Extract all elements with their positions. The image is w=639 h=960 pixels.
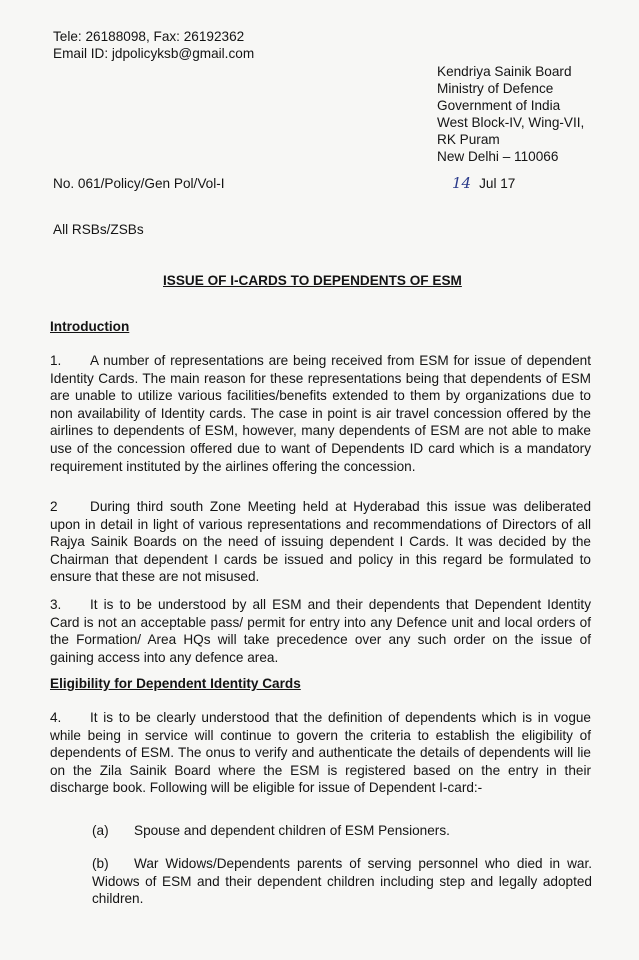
- handwritten-date-day: 14: [452, 174, 472, 192]
- paragraph-4: [50, 709, 591, 797]
- letter-date: [452, 175, 515, 192]
- telephone-fax-line: Tele: 26188098, Fax: 26192362: [53, 29, 245, 44]
- email-line: Email ID: jdpolicyksb@gmail.com: [53, 46, 255, 61]
- paragraph-3: [50, 596, 591, 666]
- paragraph-text: A number of representations are being received from ESM for issue of dependent Identity Cards. The main reason for these representations being that dependents of ESM are unable to utilize various facilities/benefits extended to them by organizations due to non availability of Identity cards. The case in point is air travel concession offered by the airlines to dependents of ESM, however, many dependents of ESM are not able to make use of the concession offered due to want of Dependents ID card which is a mandatory requirement instituted by the airlines offering the concession.: [50, 353, 591, 474]
- address-line: New Delhi – 110066: [437, 149, 559, 164]
- addressee: All RSBs/ZSBs: [53, 222, 144, 237]
- paragraph-number: 1.: [50, 353, 62, 368]
- date-month-year: Jul 17: [479, 176, 516, 191]
- section-heading-eligibility: Eligibility for Dependent Identity Cards: [50, 676, 301, 691]
- paragraph-text: During third south Zone Meeting held at Hyderabad this issue was deliberated upon in detail in light of various representations and recommendations of Directors of all Rajya Sainik Boards on the need of issuing dependent I Cards. It was decided by the Chairman that dependent I cards be issued and policy in this regard be formulated to ensure that these are not misused.: [50, 499, 591, 585]
- paragraph-text: It is to be clearly understood that the definition of dependents which is in vogue while being in service will continue to govern the criteria to establish the eligibility of dependents of ESM. The onus to verify and authenticate the details of dependents will lie on the Zila Sainik Board where the ESM is registered based on the entry in their discharge book. Following will be eligible for issue of Dependent I-card:-: [50, 710, 591, 796]
- paragraph-1: [50, 352, 591, 475]
- address-line: Ministry of Defence: [437, 81, 554, 96]
- item-text: War Widows/Dependents parents of serving personnel who died in war. Widows of ESM and their dependent children including step and legally adopted children.: [92, 856, 592, 907]
- item-label: (b): [92, 856, 109, 871]
- reference-number: No. 061/Policy/Gen Pol/Vol-I: [53, 176, 225, 191]
- paragraph-number: 3.: [50, 597, 62, 612]
- item-label: (a): [92, 823, 109, 838]
- eligibility-item-b: [92, 855, 592, 908]
- paragraph-number: 2: [50, 499, 58, 514]
- address-line: Government of India: [437, 98, 561, 113]
- item-text: Spouse and dependent children of ESM Pensioners.: [134, 823, 450, 838]
- document-title: ISSUE OF I-CARDS TO DEPENDENTS OF ESM: [163, 273, 462, 288]
- paragraph-text: It is to be understood by all ESM and their dependents that Dependent Identity Card is not an acceptable pass/ permit for entry into any Defence unit and local orders of the Formation/ Area HQs will take precedence over any such order on the issue of gaining access into any defence area.: [50, 597, 591, 665]
- paragraph-number: 4.: [50, 710, 62, 725]
- section-heading-introduction: Introduction: [50, 319, 130, 334]
- eligibility-item-a: [92, 822, 592, 840]
- address-line: Kendriya Sainik Board: [437, 64, 572, 79]
- address-line: RK Puram: [437, 132, 500, 147]
- address-line: West Block-IV, Wing-VII,: [437, 115, 585, 130]
- paragraph-2: [50, 498, 591, 586]
